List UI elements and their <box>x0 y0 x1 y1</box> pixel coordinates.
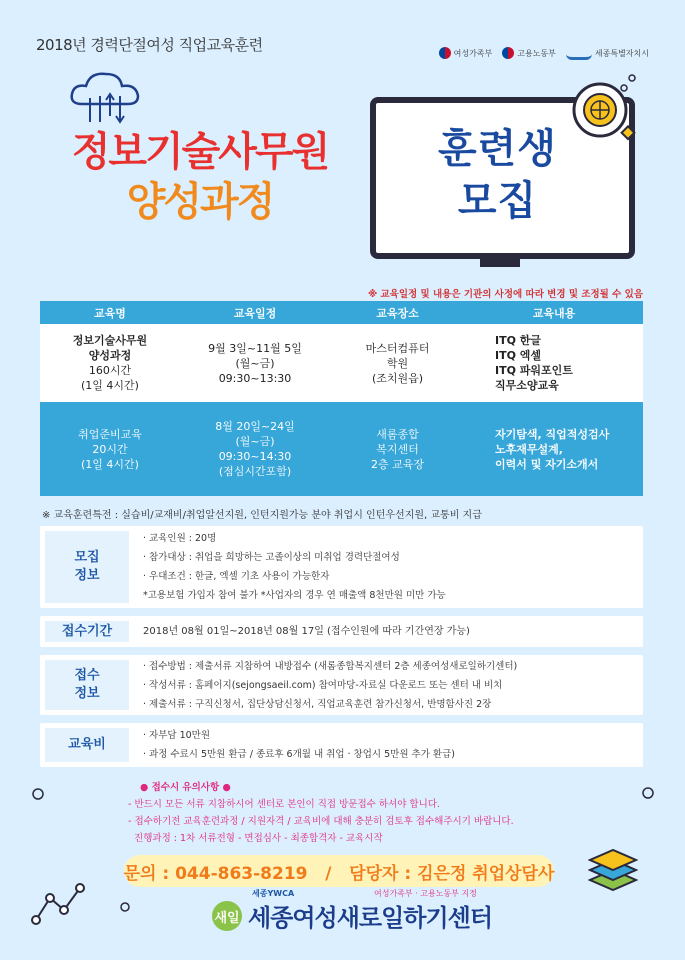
list-item: · 제출서류 : 구직신청서, 집단상담신청서, 직업교육훈련 참가신청서, 반명함사진 2장 <box>143 698 492 710</box>
list-item: - 반드시 모든 서류 지참하시어 센터로 본인이 직접 방문접수 하셔야 합니다. <box>128 799 440 810</box>
application-info-body <box>129 655 643 715</box>
schedule-table <box>40 301 643 496</box>
recruit-info-body <box>129 526 643 608</box>
ministry-logos <box>439 46 649 60</box>
application-info-box <box>40 655 643 715</box>
schedule-cell: 9월 3일~11월 5일 (월~금) 09:30~13:30 <box>180 324 330 402</box>
cautions-heading: ● 접수시 유의사항 ● <box>140 782 231 793</box>
application-period-text: 2018년 08월 01일~2018년 08월 17일 (접수인원에 따라 기간연장 가능) <box>143 626 470 637</box>
sejong-mark-icon <box>566 46 592 60</box>
list-item: - 접수하기전 교육훈련과정 / 지원자격 / 교육비에 대해 충분히 검토후 접수해주시기 바랍니다. <box>128 816 514 827</box>
course-name-cell: 정보기술사무원 양성과정 160시간 (1일 4시간) <box>40 324 180 402</box>
designation-label: 여성가족부 · 고용노동부 지정 <box>374 889 477 898</box>
list-item: *고용보험 가입자 참여 불가 *사업자의 경우 연 매출액 8천만원 미만 가능 <box>143 590 446 601</box>
schedule-header-row <box>40 301 643 324</box>
sparkle-icon <box>118 900 132 914</box>
layers-icon <box>588 848 638 908</box>
program-title: 2018년 경력단절여성 직업교육훈련 <box>36 36 263 54</box>
recruit-info-box <box>40 526 643 608</box>
organization-name: 세종여성새로일하기센터 <box>248 904 493 932</box>
header-course-name: 교육명 <box>40 301 180 324</box>
place-cell: 새롬종합 복지센터 2층 교육장 <box>330 402 465 496</box>
schedule-notice: ※ 교육일정 및 내용은 기관의 사정에 따라 변경 및 조정될 수 있음 <box>367 289 643 300</box>
contact-banner: 문의 : 044-863-8219 / 담당자 : 김은정 취업상담사 <box>124 855 554 887</box>
list-item: · 접수방법 : 제출서류 지참하여 내방접수 (새롬종합복지센터 2층 세종여성새로일하기센터) <box>143 660 518 672</box>
course-title-line2: 양성과정 <box>126 179 274 225</box>
header-schedule: 교육일정 <box>180 301 330 324</box>
table-row <box>40 324 643 402</box>
header-content: 교육내용 <box>465 301 643 324</box>
fee-body <box>129 723 643 767</box>
application-info-label: 접수 정보 <box>45 660 129 710</box>
list-item: · 참가대상 : 취업을 희망하는 고졸이상의 미취업 경력단절여성 <box>143 552 400 563</box>
recruit-heading-line2: 모집 <box>457 178 538 224</box>
taegeuk-icon <box>502 47 514 59</box>
training-benefits: ※ 교육훈련특전 : 실습비/교재비/취업알선지원, 인턴지원가능 분야 취업시 인턴우선지원, 교통비 지급 <box>42 510 482 521</box>
content-cell: 자기탐색, 직업적성검사 노후재무설계, 이력서 및 자기소개서 <box>465 402 643 496</box>
saeil-badge-icon: 새일 <box>212 901 242 931</box>
sparkle-icon <box>640 785 656 801</box>
place-cell: 마스터컴퓨터 학원 (조치원읍) <box>330 324 465 402</box>
network-dots-icon <box>30 880 90 930</box>
content-cell: ITQ 한글 ITQ 엑셀 ITQ 파워포인트 직무소양교육 <box>465 324 643 402</box>
list-item: · 우대조건 : 한글, 엑셀 기초 사용이 가능한자 <box>143 571 330 582</box>
recruit-info-label: 모집 정보 <box>45 531 129 603</box>
application-cautions <box>128 779 514 847</box>
ywca-label: 세종YWCA <box>252 889 295 898</box>
list-item: · 교육인원 : 20명 <box>143 533 217 544</box>
sejong-city-logo: 세종특별자치시 <box>566 46 649 60</box>
course-title-line1: 정보기술사무원 <box>71 129 329 175</box>
list-item: · 자부담 10만원 <box>143 730 211 741</box>
table-row <box>40 402 643 496</box>
fee-label: 교육비 <box>45 728 129 762</box>
application-period-box <box>40 616 643 647</box>
fee-box <box>40 723 643 767</box>
schedule-cell: 8월 20일~24일 (월~금) 09:30~14:30 (점심시간포함) <box>180 402 330 496</box>
header-place: 교육장소 <box>330 301 465 324</box>
course-title <box>40 128 360 228</box>
cloud-upload-icon <box>62 66 152 126</box>
list-item: 진행과정 : 1차 서류전형 - 면접심사 - 최종합격자 - 교육시작 <box>128 833 383 844</box>
recruit-heading-line1: 훈련생 <box>438 126 557 172</box>
globe-icon <box>560 72 650 152</box>
application-period-label: 접수기간 <box>45 621 129 642</box>
list-item: · 과정 수료시 5만원 환급 / 종료후 6개월 내 취업 · 창업시 5만원 추가 환급) <box>143 749 455 760</box>
ministry-logo-women: 여성가족부 <box>439 47 493 59</box>
monitor-stand <box>480 259 520 267</box>
list-item: · 작성서류 : 홈페이지(sejongsaeil.com) 참여마당-자료실 다운로드 또는 센터 내 비치 <box>143 679 503 691</box>
ministry-logo-labor: 고용노동부 <box>502 47 556 59</box>
taegeuk-icon <box>439 47 451 59</box>
organization-logo <box>212 888 492 933</box>
sparkle-icon <box>30 786 46 802</box>
course-name-cell: 취업준비교육 20시간 (1일 4시간) <box>40 402 180 496</box>
